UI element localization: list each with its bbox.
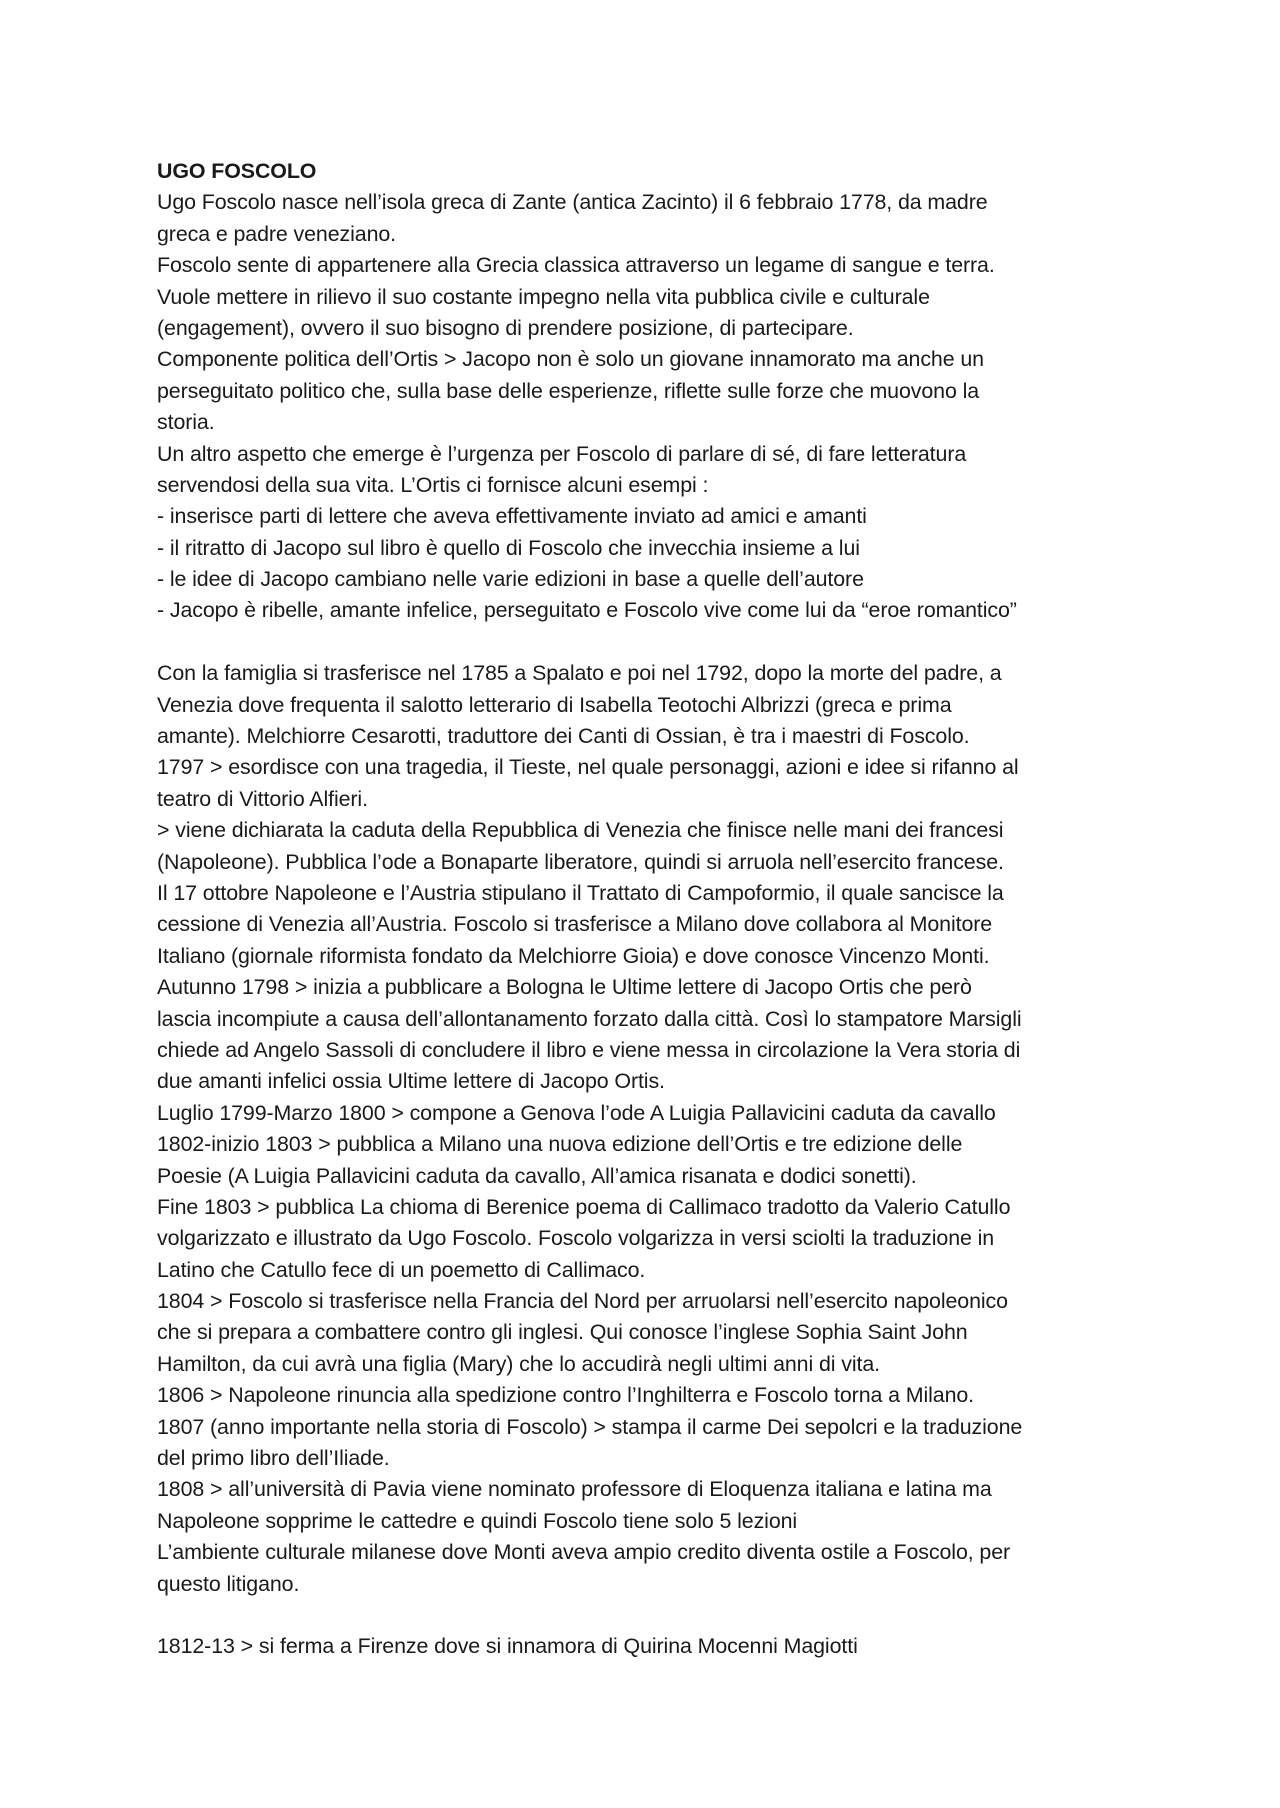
list-item: - le idee di Jacopo cambiano nelle varie edizioni in base a quelle dell’autore	[157, 567, 864, 592]
text-line: Ugo Foscolo nasce nell’isola greca di Zante (antica Zacinto) il 6 febbraio 1778, da madre	[157, 190, 988, 215]
text-line: lascia incompiute a causa dell’allontanamento forzato dalla città. Così lo stampatore Marsigli	[157, 1006, 1022, 1031]
text-line: teatro di Vittorio Alfieri.	[157, 786, 368, 811]
text-line: (Napoleone). Pubblica l’ode a Bonaparte liberatore, quindi si arruola nell’esercito francese.	[157, 849, 1004, 874]
text-line: Hamilton, da cui avrà una figlia (Mary) che lo accudirà negli ultimi anni di vita.	[157, 1351, 880, 1376]
text-line: servendosi della sua vita. L’Ortis ci fornisce alcuni esempi :	[157, 472, 709, 497]
text-line: 1808 > all’università di Pavia viene nominato professore di Eloquenza italiana e latina ma	[157, 1477, 992, 1502]
text-line: volgarizzato e illustrato da Ugo Foscolo. Foscolo volgarizza in versi sciolti la traduzione in	[157, 1226, 995, 1251]
text-line: Fine 1803 > pubblica La chioma di Berenice poema di Callimaco tradotto da Valerio Catullo	[157, 1194, 1011, 1219]
text-line: 1806 > Napoleone rinuncia alla spedizione contro l’Inghilterra e Foscolo torna a Milano.	[157, 1383, 975, 1408]
text-line: (engagement), ovvero il suo bisogno di prendere posizione, di partecipare.	[157, 315, 854, 340]
text-line: L’ambiente culturale milanese dove Monti aveva ampio credito diventa ostile a Foscolo, per	[157, 1540, 1011, 1565]
text-line: amante). Melchiorre Cesarotti, traduttore dei Canti di Ossian, è tra i maestri di Foscolo.	[157, 724, 970, 749]
paragraph-spacer	[157, 627, 1157, 658]
text-line: Italiano (giornale riformista fondato da Melchiorre Gioia) e dove conosce Vincenzo Monti.	[157, 943, 990, 968]
text-line: 1804 > Foscolo si trasferisce nella Francia del Nord per arruolarsi nell’esercito napoleonico	[157, 1289, 1008, 1314]
document-title: UGO FOSCOLO	[157, 159, 317, 183]
text-line: 1807 (anno importante nella storia di Foscolo) > stampa il carme Dei sepolcri e la traduzione	[157, 1414, 1023, 1439]
text-line: > viene dichiarata la caduta della Repubblica di Venezia che finisce nelle mani dei francesi	[157, 818, 1004, 843]
text-line: due amanti infelici ossia Ultime lettere di Jacopo Ortis.	[157, 1069, 665, 1094]
text-line: 1802-inizio 1803 > pubblica a Milano una nuova edizione dell’Ortis e tre edizione delle	[157, 1132, 963, 1157]
paragraph-intro	[157, 187, 1157, 626]
text-line: questo litigano.	[157, 1571, 300, 1596]
text-line: Con la famiglia si trasferisce nel 1785 a Spalato e poi nel 1792, dopo la morte del padre, a	[157, 661, 1002, 686]
text-line: Foscolo sente di appartenere alla Grecia classica attraverso un legame di sangue e terra.	[157, 253, 995, 278]
text-line: Autunno 1798 > inizia a pubblicare a Bologna le Ultime lettere di Jacopo Ortis che però	[157, 975, 972, 1000]
paragraph-spacer	[157, 1600, 1157, 1631]
text-line: perseguitato politico che, sulla base delle esperienze, riflette sulle forze che muovono la	[157, 378, 980, 403]
text-line: 1797 > esordisce con una tragedia, il Tieste, nel quale personaggi, azioni e idee si rifanno al	[157, 755, 1019, 780]
list-item: - inserisce parti di lettere che aveva effettivamente inviato ad amici e amanti	[157, 504, 867, 529]
list-item: - Jacopo è ribelle, amante infelice, perseguitato e Foscolo vive come lui da “eroe romantico”	[157, 598, 1017, 623]
text-line: Vuole mettere in rilievo il suo costante impegno nella vita pubblica civile e culturale	[157, 284, 930, 309]
text-line: storia.	[157, 410, 215, 435]
text-line: Napoleone sopprime le cattedre e quindi Foscolo tiene solo 5 lezioni	[157, 1508, 798, 1533]
text-line: 1812-13 > si ferma a Firenze dove si innamora di Quirina Mocenni Magiotti	[157, 1634, 858, 1659]
text-line: Luglio 1799-Marzo 1800 > compone a Genova l’ode A Luigia Pallavicini caduta da cavallo	[157, 1100, 996, 1125]
list-item: - il ritratto di Jacopo sul libro è quello di Foscolo che invecchia insieme a lui	[157, 535, 860, 560]
text-line: Il 17 ottobre Napoleone e l’Austria stipulano il Trattato di Campoformio, il quale sancisce la	[157, 880, 1004, 905]
paragraph-florence	[157, 1631, 1157, 1662]
text-line: Un altro aspetto che emerge è l’urgenza per Foscolo di parlare di sé, di fare letteratura	[157, 441, 967, 466]
text-line: che si prepara a combattere contro gli inglesi. Qui conosce l’inglese Sophia Saint John	[157, 1320, 968, 1345]
text-line: cessione di Venezia all’Austria. Foscolo si trasferisce a Milano dove collabora al Monitore	[157, 912, 993, 937]
text-line: Componente politica dell’Ortis > Jacopo non è solo un giovane innamorato ma anche un	[157, 347, 984, 372]
text-line: Poesie (A Luigia Pallavicini caduta da cavallo, All’amica risanata e dodici sonetti).	[157, 1163, 917, 1188]
text-line: Venezia dove frequenta il salotto letterario di Isabella Teotochi Albrizzi (greca e prima	[157, 692, 952, 717]
document-body	[157, 156, 1157, 1663]
text-line: del primo libro dell’Iliade.	[157, 1446, 390, 1471]
text-line: chiede ad Angelo Sassoli di concludere il libro e viene messa in circolazione la Vera storia di	[157, 1037, 1021, 1062]
text-line: Latino che Catullo fece di un poemetto di Callimaco.	[157, 1257, 646, 1282]
text-line: greca e padre veneziano.	[157, 221, 397, 246]
paragraph-biography	[157, 658, 1157, 1600]
